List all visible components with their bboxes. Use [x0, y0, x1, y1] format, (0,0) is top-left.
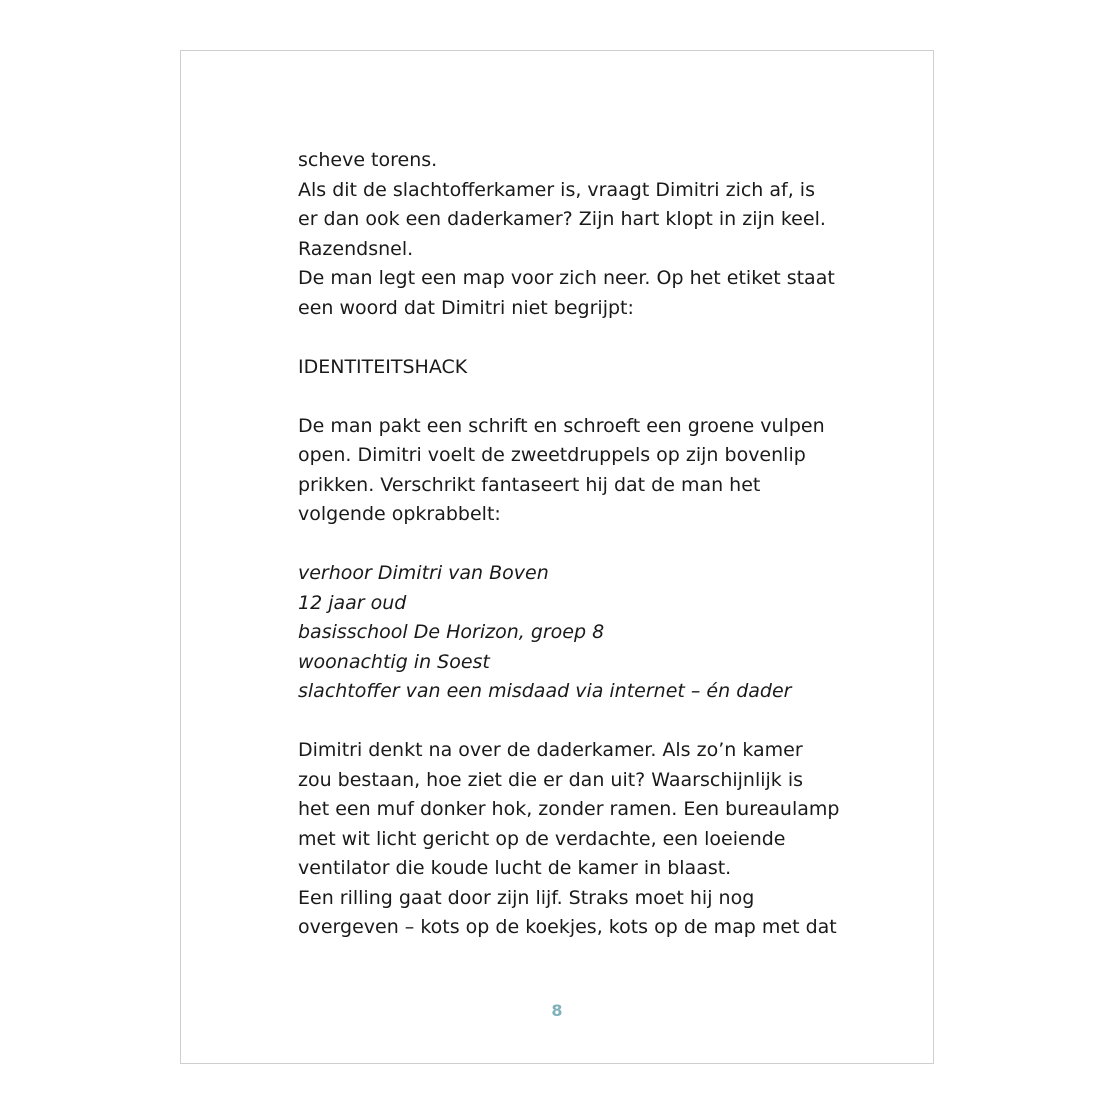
text-line: Als dit de slachtofferkamer is, vraagt Dimitri zich af, is	[298, 178, 815, 201]
italic-note-line: verhoor Dimitri van Boven	[298, 562, 549, 584]
text-line: prikken. Verschrikt fantaseert hij dat de man het	[298, 473, 761, 496]
paragraph-spacer	[298, 707, 838, 737]
italic-note-line: woonachtig in Soest	[298, 650, 490, 673]
text-line: het een muf donker hok, zonder ramen. Een bureaulamp	[298, 798, 840, 820]
text-line: De man pakt een schrift en schroeft een groene vulpen	[298, 414, 825, 437]
paragraph-spacer	[298, 530, 838, 560]
paragraph	[298, 146, 838, 323]
folder-label-text: IDENTITEITSHACK	[298, 355, 468, 378]
text-line: Dimitri denkt na over de daderkamer. Als zo’n kamer	[298, 739, 803, 761]
page-text	[298, 146, 838, 943]
text-line: open. Dimitri voelt de zweetdruppels op zijn bovenlip	[298, 444, 806, 466]
italic-notes-paragraph	[298, 559, 838, 707]
italic-note-line: basisschool De Horizon, groep 8	[298, 621, 605, 643]
italic-note-line: slachtoffer van een misdaad via internet – én dader	[298, 680, 792, 702]
italic-note-line: 12 jaar oud	[298, 591, 407, 614]
paragraph-spacer	[298, 382, 838, 412]
paragraph	[298, 736, 838, 943]
folder-label-paragraph	[298, 353, 838, 383]
text-line: Razendsnel.	[298, 237, 414, 260]
text-line: scheve torens.	[298, 149, 438, 171]
book-page	[180, 50, 934, 1064]
text-line: overgeven – kots op de koekjes, kots op de map met dat	[298, 916, 837, 938]
text-line: volgende opkrabbelt:	[298, 503, 501, 525]
paragraph	[298, 412, 838, 530]
text-line: zou bestaan, hoe ziet die er dan uit? Waarschijnlijk is	[298, 768, 804, 791]
page-number: 8	[551, 1001, 563, 1020]
text-line: De man legt een map voor zich neer. Op het etiket staat	[298, 267, 835, 289]
text-line: met wit licht gericht op de verdachte, een loeiende	[298, 827, 786, 850]
text-line: ventilator die koude lucht de kamer in blaast.	[298, 857, 732, 879]
text-line: een woord dat Dimitri niet begrijpt:	[298, 296, 634, 319]
text-line: er dan ook een daderkamer? Zijn hart klopt in zijn keel.	[298, 208, 826, 230]
paragraph-spacer	[298, 323, 838, 353]
text-line: Een rilling gaat door zijn lijf. Straks moet hij nog	[298, 886, 755, 909]
